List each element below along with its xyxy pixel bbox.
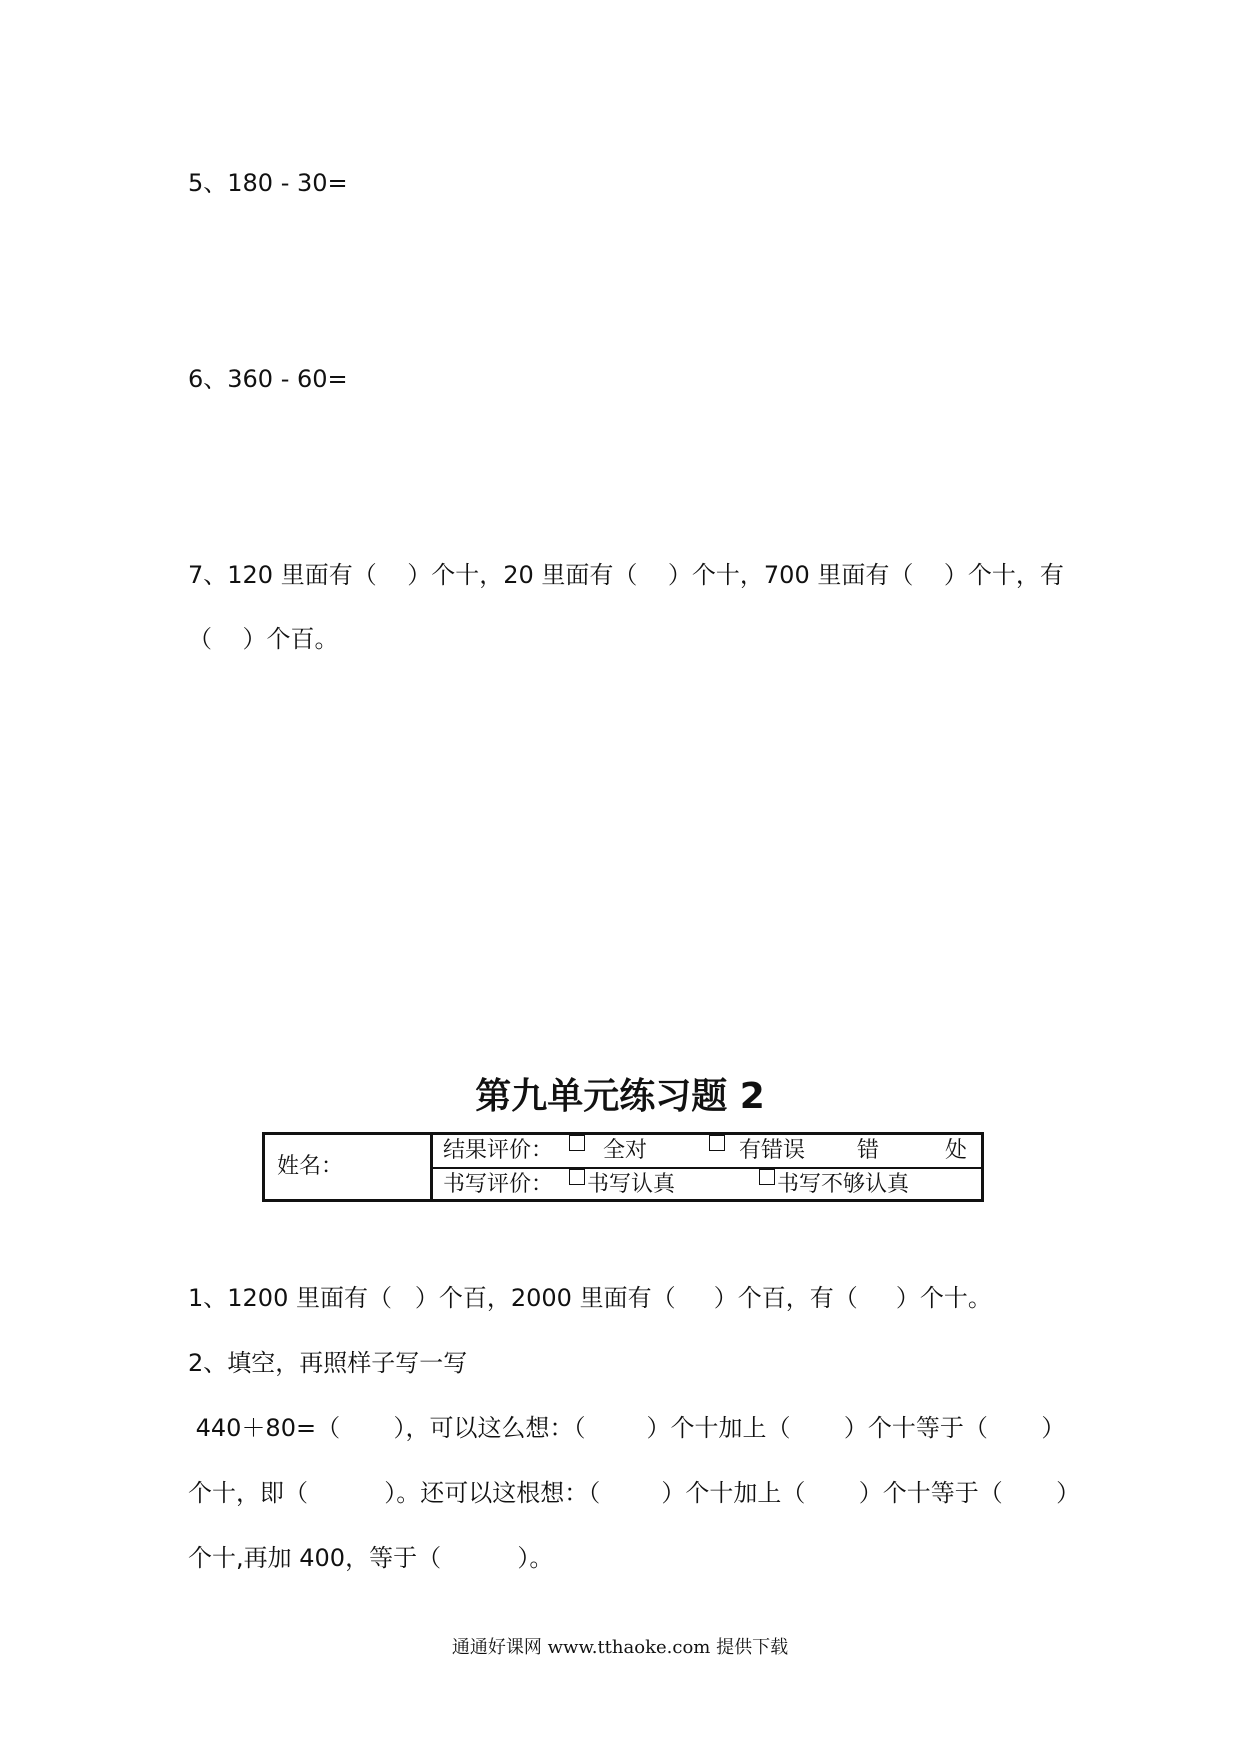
question-6: 6、360 - 60= (188, 365, 348, 393)
writing-label: 书写评价： (443, 1172, 554, 1197)
writing-option-careful: 书写认真 (587, 1172, 676, 1197)
section-title: 第九单元练习题 2 (475, 1076, 765, 1117)
result-evaluation-row (433, 1135, 981, 1169)
evaluation-table (262, 1132, 984, 1202)
writing-evaluation-row (433, 1169, 981, 1201)
result-option-all-correct: 全对 (603, 1138, 648, 1163)
question-1: 1、1200 里面有（ ）个百，2000 里面有（ ）个百，有（ ）个十。 (188, 1284, 992, 1312)
question-7-line1: 7、120 里面有（ ）个十，20 里面有（ ）个十，700 里面有（ ）个十，有 (188, 561, 1064, 589)
question-5: 5、180 - 30= (188, 169, 348, 197)
name-cell (265, 1135, 433, 1199)
result-option-has-errors: 有错误 (739, 1138, 806, 1163)
result-error-label: 错 (857, 1138, 880, 1163)
result-label: 结果评价： (443, 1138, 554, 1163)
question-2-line2: 个十，即（ ）。还可以这根想：（ ）个十加上（ ）个十等于（ ） (188, 1479, 1081, 1507)
question-2: 2、填空，再照样子写一写 (188, 1349, 468, 1377)
writing-option-not-careful: 书写不够认真 (777, 1172, 910, 1197)
result-count-label: 处 (945, 1138, 968, 1163)
question-7-line2: （ ）个百。 (188, 625, 339, 653)
question-2-line3: 个十,再加 400，等于（ ）。 (188, 1544, 554, 1572)
name-label: 姓名： (277, 1154, 344, 1179)
question-2-line1: 440＋80=（ ），可以这么想：（ ）个十加上（ ）个十等于（ ） (188, 1414, 1066, 1442)
footer: 通通好课网 www.tthaoke.com 提供下载 (451, 1637, 789, 1658)
